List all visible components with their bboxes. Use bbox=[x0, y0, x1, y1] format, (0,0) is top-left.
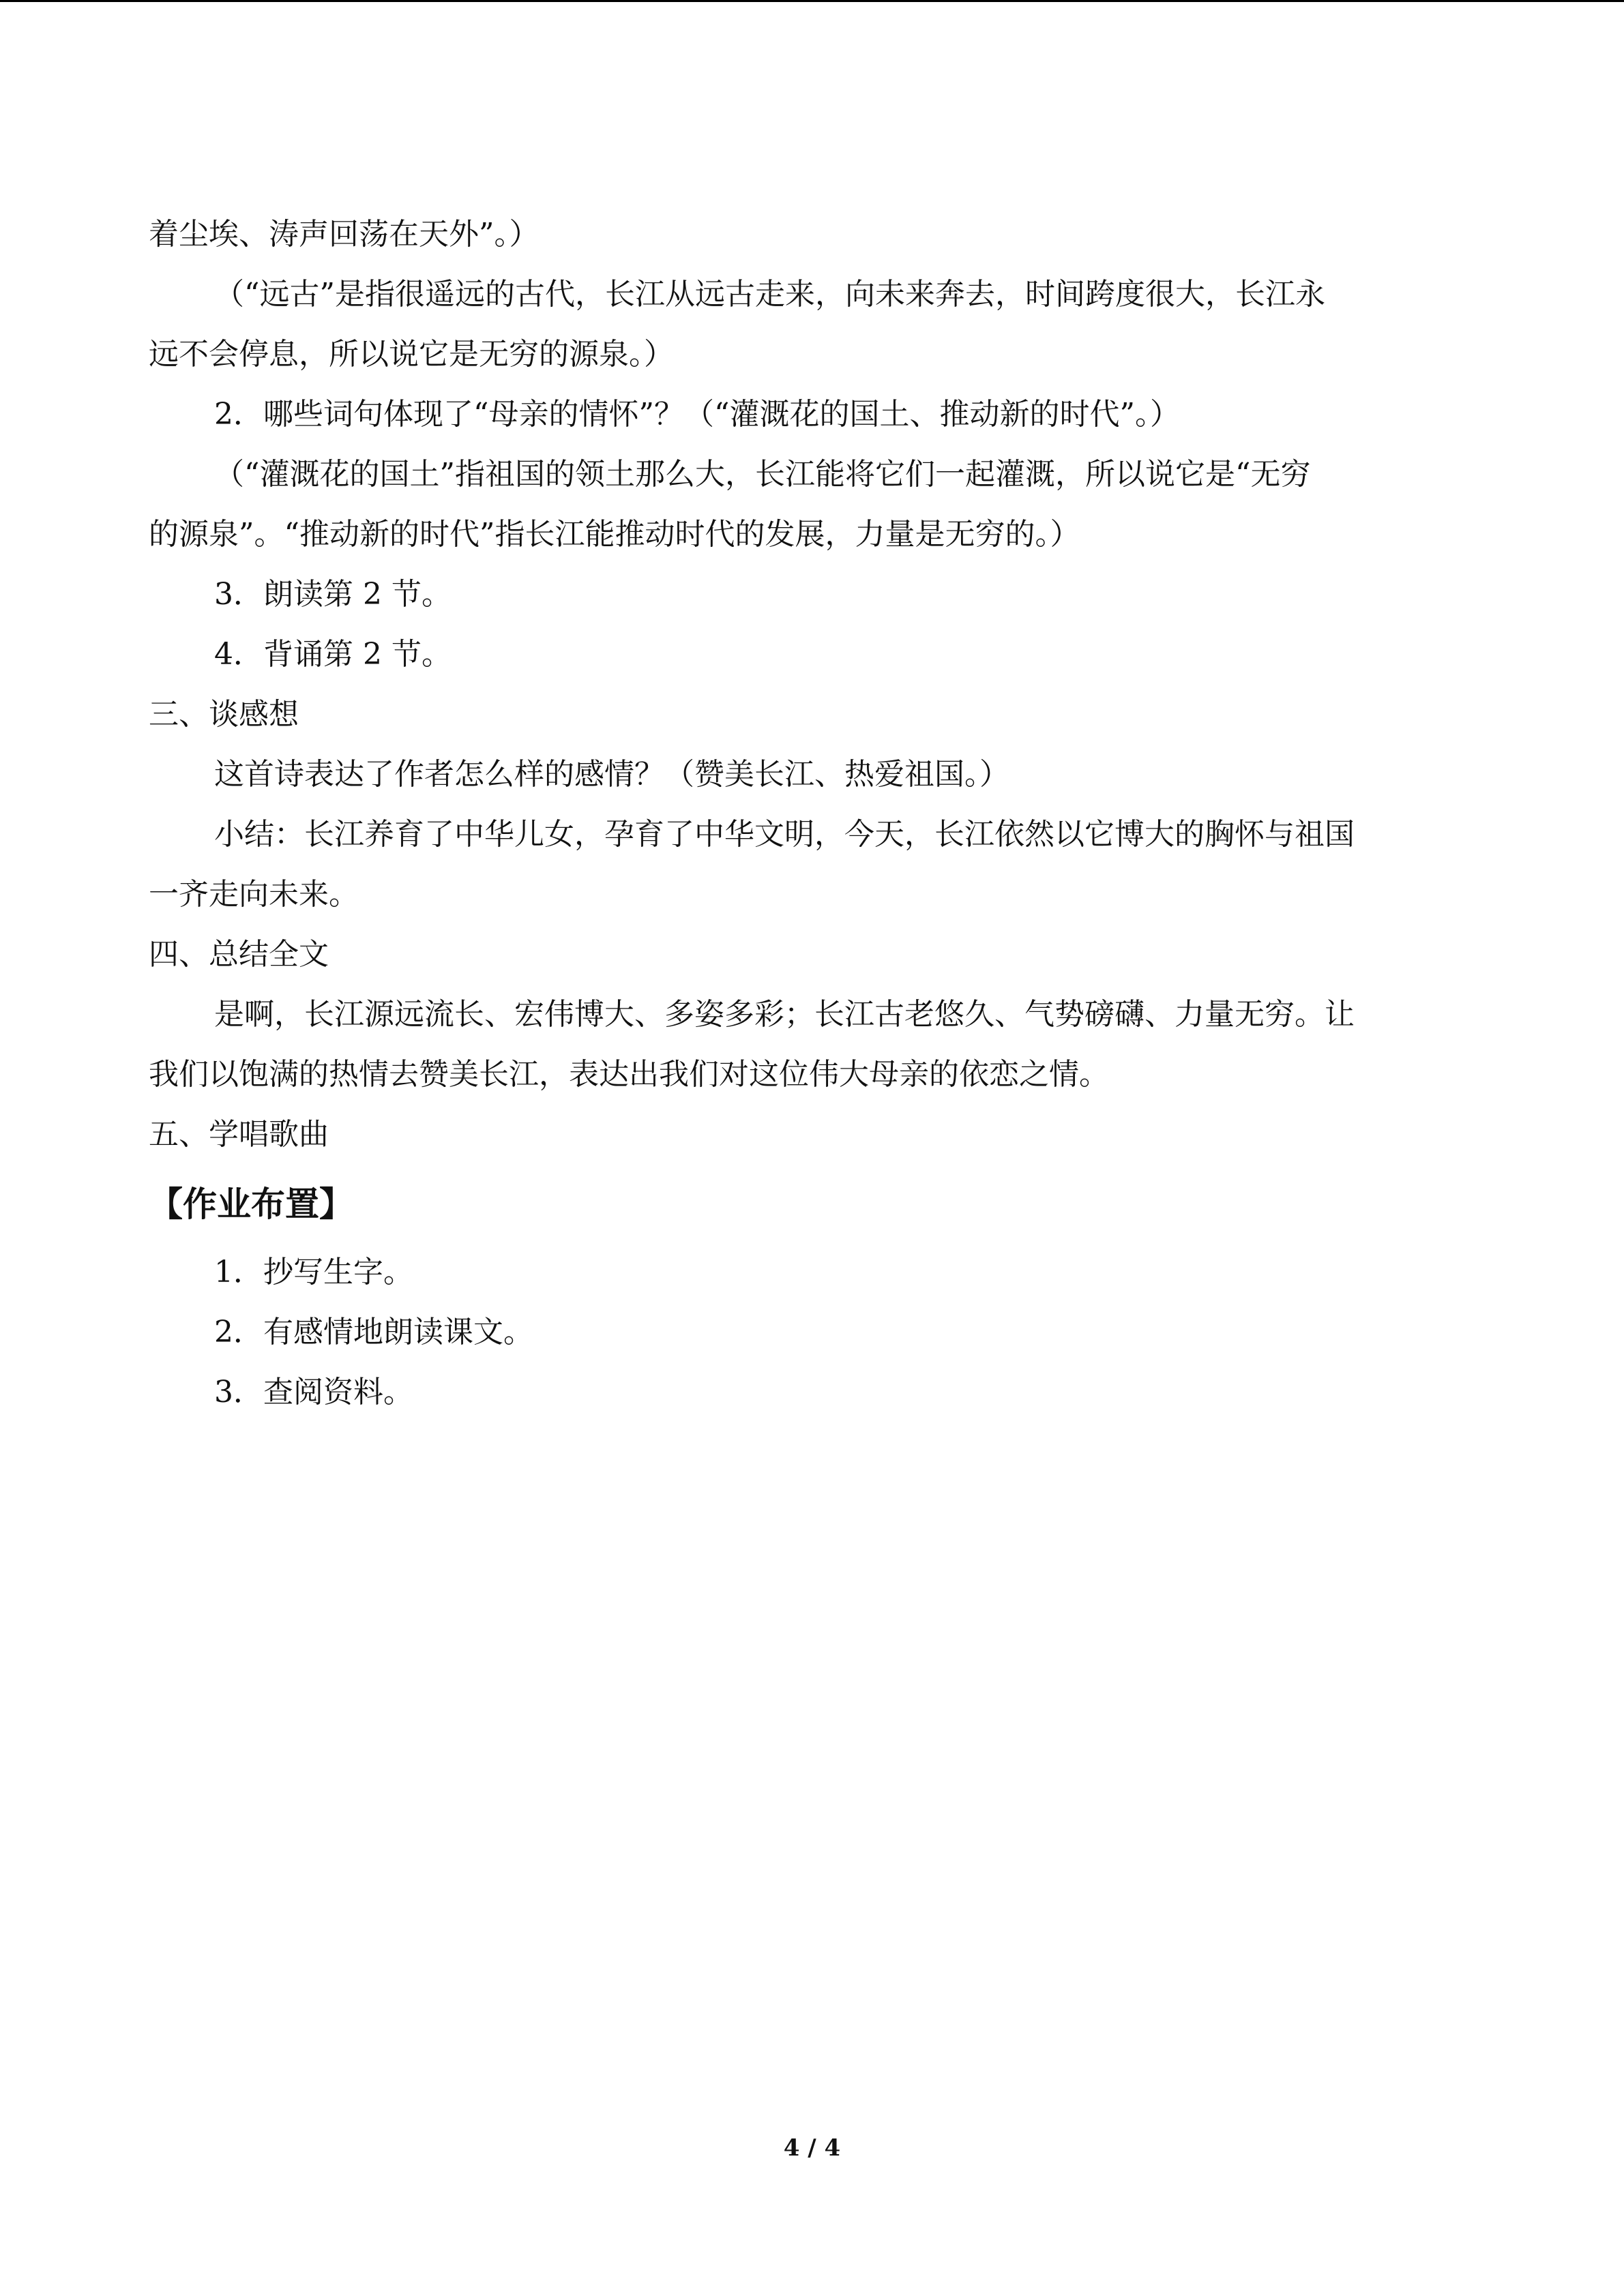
document-content bbox=[149, 205, 1458, 1422]
section-heading-4: 四、总结全文 bbox=[149, 937, 329, 972]
step-item-3: 3．朗读第 2 节。 bbox=[214, 577, 452, 612]
paragraph-line: 远不会停息，所以说它是无穷的源泉。） bbox=[149, 337, 674, 372]
homework-item: 3．查阅资料。 bbox=[214, 1375, 413, 1410]
paragraph-line: 的源泉”。“推动新的时代”指长江能推动时代的发展，力量是无穷的。） bbox=[149, 517, 1080, 552]
paragraph-line: 是啊，长江源远流长、宏伟博大、多姿多彩；长江古老悠久、气势磅礴、力量无穷。让 bbox=[214, 997, 1355, 1032]
paragraph-line: （“灌溉花的国土”指祖国的领土那么大，长江能将它们一起灌溉，所以说它是“无穷 bbox=[214, 457, 1311, 492]
section-heading-5: 五、学唱歌曲 bbox=[149, 1117, 329, 1152]
homework-item: 1．抄写生字。 bbox=[214, 1255, 413, 1289]
paragraph-line: 我们以饱满的热情去赞美长江，表达出我们对这位伟大母亲的依恋之情。 bbox=[149, 1057, 1109, 1092]
paragraph-line: 这首诗表达了作者怎么样的感情？（赞美长江、热爱祖国。） bbox=[214, 757, 1009, 792]
summary-line: 小结：长江养育了中华儿女，孕育了中华文明，今天，长江依然以它博大的胸怀与祖国 bbox=[214, 817, 1355, 852]
homework-item: 2．有感情地朗读课文。 bbox=[214, 1315, 533, 1350]
paragraph-line: 着尘埃、涛声回荡在天外”。） bbox=[149, 217, 540, 252]
page-number: 4 / 4 bbox=[783, 2134, 841, 2162]
paragraph-line: （“远古”是指很遥远的古代，长江从远古走来，向未来奔去，时间跨度很大，长江永 bbox=[214, 277, 1325, 312]
paragraph-line: 一齐走向未来。 bbox=[149, 877, 359, 912]
step-item-4: 4．背诵第 2 节。 bbox=[214, 637, 452, 672]
top-border-line bbox=[0, 0, 1624, 2]
homework-heading: 【作业布置】 bbox=[149, 1184, 353, 1224]
section-heading-3: 三、谈感想 bbox=[149, 697, 299, 732]
question-item-2: 2．哪些词句体现了“母亲的情怀”？（“灌溉花的国土、推动新的时代”。） bbox=[214, 397, 1180, 432]
